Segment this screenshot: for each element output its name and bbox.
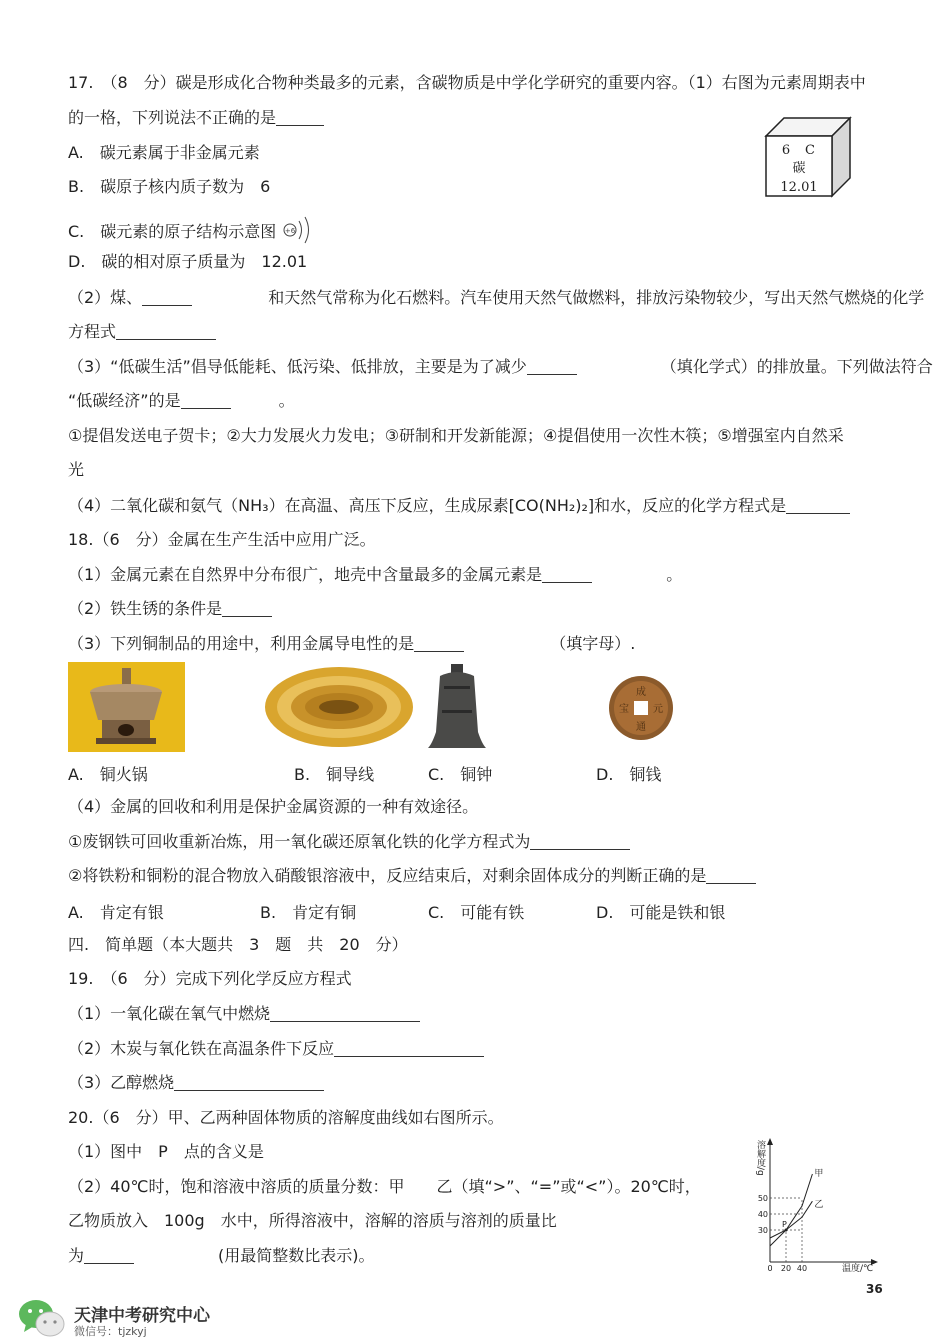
series-label: 乙 xyxy=(814,1200,824,1211)
answer-blank xyxy=(527,358,577,375)
series-label: 甲 xyxy=(814,1169,824,1179)
x-tick-label: 0 xyxy=(767,1264,773,1273)
q18-choice-a: A. 肯定有银 xyxy=(68,903,164,922)
copper-bell-image xyxy=(426,662,488,756)
answer-blank xyxy=(174,1074,324,1091)
q18-choice-d: D. 可能是铁和银 xyxy=(596,903,726,922)
series-line-yi xyxy=(770,1201,812,1238)
q18-part1-a: （1）金属元素在自然界中分布很广，地壳中含量最多的金属元素是 xyxy=(68,565,543,584)
q17-part2-b: 和天然气常称为化石燃料。汽车使用天然气做燃料，排放污染物较少，写出天然气燃烧的化学 xyxy=(268,288,925,307)
q18-part3 xyxy=(68,633,635,655)
q17-stem: 的一格，下列说法不正确的是 xyxy=(68,108,277,127)
q18-choice-c: C. 可能有铁 xyxy=(428,903,525,922)
answer-blank xyxy=(222,600,272,617)
q17-part2-c: 方程式 xyxy=(68,322,117,341)
q18-part4-2-text: ②将铁粉和铜粉的混合物放入硝酸银溶液中，反应结束后，对剩余固体成分的判断正确的是 xyxy=(68,866,707,885)
q17-option-d: D. 碳的相对原子质量为 12.01 xyxy=(68,252,308,271)
q20-line1: 20.（6 分）甲、乙两种固体物质的溶解度曲线如右图所示。 xyxy=(68,1108,504,1127)
q18-line1: 18.（6 分）金属在生产生活中应用广泛。 xyxy=(68,530,376,549)
q17-part3-a: （3）“低碳生活”倡导低能耗、低污染、低排放，主要是为了减少 xyxy=(68,357,527,376)
q17-part3-line2 xyxy=(68,390,295,412)
answer-blank xyxy=(116,323,216,340)
q17-option-c-text: C. 碳元素的原子结构示意图 xyxy=(68,222,277,241)
q18-option-a: A. 铜火锅 xyxy=(68,765,148,784)
answer-blank xyxy=(276,109,324,126)
q20-p4-b: (用最简整数比表示)。 xyxy=(218,1246,375,1265)
q18-part4-1-text: ①废钢铁可回收重新冶炼，用一氧化碳还原氧化铁的化学方程式为 xyxy=(68,832,531,851)
q18-part2-text: （2）铁生锈的条件是 xyxy=(68,599,223,618)
q19-part3-text: （3）乙醇燃烧 xyxy=(68,1073,175,1092)
q19-part1-text: （1）一氧化碳在氧气中燃烧 xyxy=(68,1004,271,1023)
q17-part4-text: （4）二氧化碳和氨气（NH₃）在高温、高压下反应，生成尿素[CO(NH₂)₂]和水，反应的化学方程式是 xyxy=(68,496,787,515)
q17-line1: 17. （8 分）碳是形成化合物种类最多的元素，含碳物质是中学化学研究的重要内容。（1）右图为元素周期表中 xyxy=(68,73,866,92)
point-p-label: P xyxy=(782,1220,787,1229)
copper-hotpot-image xyxy=(68,662,185,756)
x-tick-label: 20 xyxy=(780,1264,792,1273)
q17-part4 xyxy=(68,495,850,517)
q18-part4-2 xyxy=(68,865,756,887)
q18-choice-b: B. 肯定有铜 xyxy=(260,903,357,922)
q17-part2-a: （2）煤、 xyxy=(68,288,143,307)
solubility-chart xyxy=(754,1136,884,1278)
q18-option-c: C. 铜钟 xyxy=(428,765,493,784)
answer-blank xyxy=(270,1005,420,1022)
page-number: 36 xyxy=(866,1282,883,1296)
wechat-logo xyxy=(18,1298,66,1344)
q20-part2: （2）40℃时，饱和溶液中溶质的质量分数：甲 乙（填“>”、“=”或“<”）。20℃时， xyxy=(68,1177,701,1196)
answer-blank xyxy=(181,392,231,409)
answer-blank xyxy=(334,1040,484,1057)
q19-part3 xyxy=(68,1072,324,1094)
q20-part2-line3 xyxy=(68,1245,375,1267)
q18-part4-1 xyxy=(68,831,630,853)
coin-char-bottom: 通 xyxy=(636,722,646,733)
coin-char-right: 元 xyxy=(653,704,663,715)
coin-char-left: 宝 xyxy=(619,704,629,715)
q18-part3-b: （填字母）. xyxy=(550,634,636,653)
cell-element-name: 碳 xyxy=(792,161,806,176)
y-tick-label: 30 xyxy=(757,1226,768,1235)
q18-part4: （4）金属的回收和利用是保护金属资源的一种有效途径。 xyxy=(68,797,479,816)
q20-p4-a: 为 xyxy=(68,1246,85,1265)
answer-blank xyxy=(530,833,630,850)
answer-blank xyxy=(84,1247,134,1264)
q20-part1: （1）图中 P 点的含义是 xyxy=(68,1142,264,1161)
answer-blank xyxy=(142,289,192,306)
q19-line1: 19. （6 分）完成下列化学反应方程式 xyxy=(68,969,352,988)
y-axis-arrow xyxy=(767,1138,773,1145)
q17-part3-choices: ①提倡发送电子贺卡；②大力发展火力发电；③研制和开发新能源；④提倡使用一次性木筷；⑤增强室内自然采 xyxy=(68,426,844,445)
periodic-table-cell xyxy=(764,116,852,202)
x-tick-label: 40 xyxy=(796,1264,808,1273)
q20-part2-line2: 乙物质放入 100g 水中，所得溶液中，溶解的溶质与溶剂的质量比 xyxy=(68,1211,557,1230)
q18-option-d: D. 铜钱 xyxy=(596,765,662,784)
q17-part2 xyxy=(68,287,924,309)
copper-coin-image xyxy=(606,673,676,747)
q17-part2-line2 xyxy=(68,321,216,343)
q18-option-b: B. 铜导线 xyxy=(294,765,375,784)
q17-part3-choices-cont: 光 xyxy=(68,460,85,479)
q17-part3-c: “低碳经济”的是 xyxy=(68,391,181,410)
copper-wire-image xyxy=(262,664,416,754)
q17-part3-d: 。 xyxy=(278,391,295,410)
q17-option-b: B. 碳原子核内质子数为 6 xyxy=(68,177,271,196)
q17-option-c xyxy=(68,213,315,247)
cell-atomic-mass: 12.01 xyxy=(780,180,818,195)
q18-part2 xyxy=(68,598,272,620)
svg-text:+6: +6 xyxy=(285,227,296,235)
q17-part3-b: （填化学式）的排放量。下列做法符合 xyxy=(660,357,933,376)
q18-part1 xyxy=(68,564,682,586)
q18-part1-b: 。 xyxy=(666,565,683,584)
q18-part3-a: （3）下列铜制品的用途中，利用金属导电性的是 xyxy=(68,634,415,653)
cell-atomic-number: 6 xyxy=(781,143,791,158)
section-heading: 四. 简单题（本大题共 3 题 共 20 分） xyxy=(68,935,408,954)
y-tick-label: 40 xyxy=(757,1210,768,1219)
answer-blank xyxy=(542,566,592,583)
footer-wechat-id: 微信号：tjzkyj xyxy=(74,1325,147,1338)
coin-char-top: 成 xyxy=(636,687,646,698)
answer-blank xyxy=(414,635,464,652)
cell-symbol: C xyxy=(805,143,815,158)
answer-blank xyxy=(786,497,850,514)
q19-part2-text: （2）木炭与氧化铁在高温条件下反应 xyxy=(68,1039,335,1058)
y-tick-label: 50 xyxy=(757,1194,768,1203)
footer-org-name: 天津中考研究中心 xyxy=(74,1306,210,1326)
q19-part1 xyxy=(68,1003,420,1025)
chart-ylabel: 溶解度/g xyxy=(755,1140,765,1176)
q19-part2 xyxy=(68,1038,484,1060)
chart-xlabel: 温度/℃ xyxy=(842,1264,874,1274)
q17-option-a: A. 碳元素属于非金属元素 xyxy=(68,143,260,162)
answer-blank xyxy=(706,867,756,884)
q17-line2 xyxy=(68,107,324,129)
q17-part3 xyxy=(68,356,933,378)
atom-structure-icon xyxy=(281,213,315,247)
